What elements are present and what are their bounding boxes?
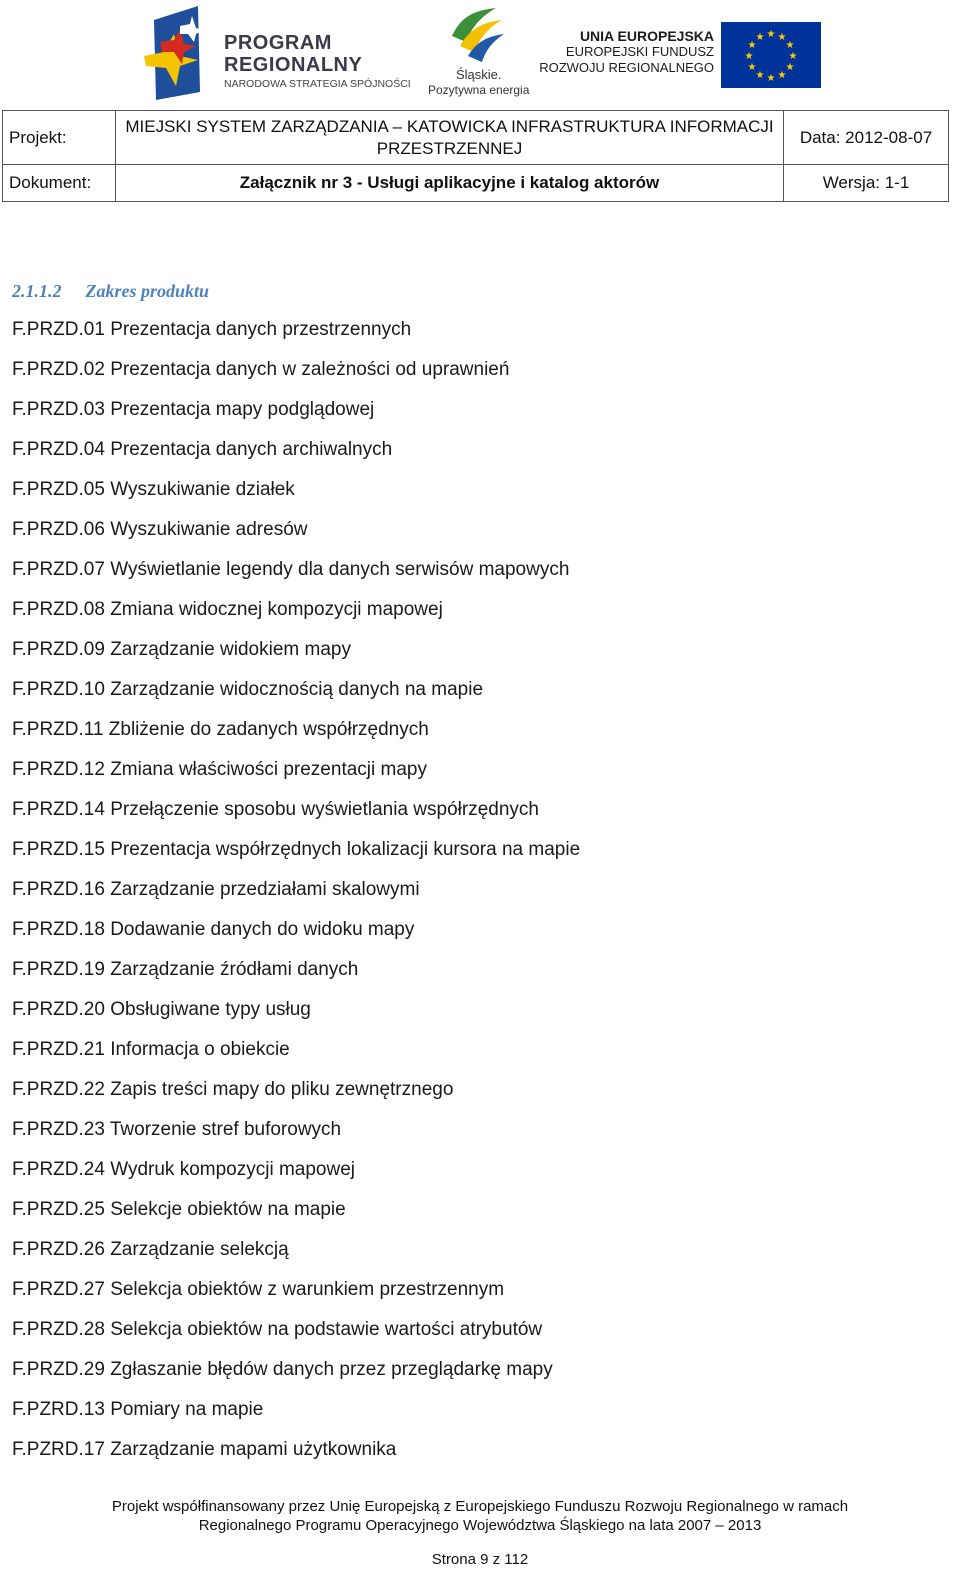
- project-title: MIEJSKI SYSTEM ZARZĄDZANIA – KATOWICKA INFRASTRUKTURA INFORMACJI PRZESTRZENNEJ: [116, 111, 784, 165]
- eu-flag-icon: [721, 22, 821, 88]
- svg-text:★: ★: [744, 51, 754, 62]
- header-row-project: [3, 111, 949, 165]
- eu-logo: [539, 22, 828, 92]
- svg-text:★: ★: [777, 32, 787, 43]
- section-title: Zakres produktu: [85, 281, 210, 301]
- list-item: F.PRZD.24 Wydruk kompozycji mapowej: [12, 1159, 355, 1180]
- page-number: Strona 9 z 112: [431, 1551, 529, 1568]
- svg-text:★: ★: [755, 70, 765, 81]
- list-item: F.PRZD.15 Prezentacja współrzędnych lokalizacji kursora na mapie: [12, 839, 581, 860]
- svg-text:★: ★: [777, 70, 787, 81]
- program-logo-line3: NARODOWA STRATEGIA SPÓJNOŚCI: [224, 78, 411, 90]
- list-item: F.PRZD.22 Zapis treści mapy do pliku zewnętrznego: [12, 1079, 454, 1100]
- footer-line1: Projekt współfinansowany przez Unię Europejską z Europejskiego Funduszu Rozwoju Regionalnego w ramach: [111, 1498, 849, 1515]
- eu-logo-line1: UNIA EUROPEJSKA: [579, 28, 714, 44]
- document-title: Załącznik nr 3 - Usługi aplikacyjne i katalog aktorów: [116, 165, 784, 202]
- svg-text:★: ★: [788, 51, 798, 62]
- list-item: F.PRZD.29 Zgłaszanie błędów danych przez przeglądarkę mapy: [12, 1359, 553, 1380]
- list-item: F.PRZD.26 Zarządzanie selekcją: [12, 1239, 289, 1260]
- document-date: Data: 2012-08-07: [784, 111, 949, 165]
- svg-text:★: ★: [766, 29, 776, 40]
- list-item: F.PRZD.01 Prezentacja danych przestrzennych: [12, 319, 412, 340]
- document-version: Wersja: 1-1: [784, 165, 949, 202]
- product-scope-list: [12, 318, 580, 1478]
- eu-logo-text: [539, 28, 714, 76]
- svg-text:★: ★: [785, 40, 795, 51]
- list-item: F.PRZD.20 Obsługiwane typy usług: [12, 999, 311, 1020]
- list-item: F.PRZD.10 Zarządzanie widocznością danych na mapie: [12, 679, 484, 700]
- program-logo-line1: PROGRAM: [224, 32, 332, 54]
- section-heading: [12, 281, 209, 302]
- list-item: F.PRZD.04 Prezentacja danych archiwalnych: [12, 439, 393, 460]
- slaskie-name: Śląskie.: [456, 67, 502, 82]
- slaskie-tagline: Pozytywna energia: [428, 83, 530, 97]
- svg-text:★: ★: [755, 32, 765, 43]
- list-item: F.PRZD.03 Prezentacja mapy podglądowej: [12, 399, 375, 420]
- list-item: F.PRZD.11 Zbliżenie do zadanych współrzędnych: [12, 719, 429, 740]
- list-item: F.PRZD.18 Dodawanie danych do widoku mapy: [12, 919, 415, 940]
- list-item: F.PRZD.21 Informacja o obiekcie: [12, 1039, 290, 1060]
- eu-logo-line2: EUROPEJSKI FUNDUSZ: [565, 44, 714, 59]
- list-item: F.PRZD.08 Zmiana widocznej kompozycji mapowej: [12, 599, 443, 620]
- svg-text:★: ★: [747, 62, 757, 73]
- eu-logo-line3: ROZWOJU REGIONALNEGO: [539, 60, 714, 75]
- list-item: F.PRZD.07 Wyświetlanie legendy dla danych serwisów mapowych: [12, 559, 570, 580]
- svg-text:★: ★: [747, 40, 757, 51]
- program-regionalny-logo: [140, 6, 410, 102]
- list-item: F.PRZD.28 Selekcja obiektów na podstawie wartości atrybutów: [12, 1319, 543, 1340]
- document-header-table: [2, 110, 949, 202]
- svg-text:★: ★: [766, 73, 776, 84]
- section-number: 2.1.1.2: [12, 281, 62, 301]
- list-item: F.PRZD.09 Zarządzanie widokiem mapy: [12, 639, 351, 660]
- list-item: F.PZRD.13 Pomiary na mapie: [12, 1399, 264, 1420]
- slaskie-wave-icon: [446, 6, 506, 64]
- list-item: F.PRZD.14 Przełączenie sposobu wyświetlania współrzędnych: [12, 799, 539, 820]
- project-label: Projekt:: [3, 111, 116, 165]
- program-logo-line2: REGIONALNY: [224, 54, 363, 76]
- list-item: F.PRZD.25 Selekcje obiektów na mapie: [12, 1199, 346, 1220]
- list-item: F.PRZD.06 Wyszukiwanie adresów: [12, 519, 308, 540]
- list-item: F.PRZD.02 Prezentacja danych w zależności od uprawnień: [12, 359, 510, 380]
- list-item: F.PRZD.05 Wyszukiwanie działek: [12, 479, 295, 500]
- list-item: F.PRZD.12 Zmiana właściwości prezentacji mapy: [12, 759, 427, 780]
- header-row-document: [3, 165, 949, 202]
- logo-bar: [0, 0, 960, 108]
- list-item: F.PRZD.19 Zarządzanie źródłami danych: [12, 959, 359, 980]
- list-item: F.PRZD.23 Tworzenie stref buforowych: [12, 1119, 342, 1140]
- list-item: F.PRZD.16 Zarządzanie przedziałami skalowymi: [12, 879, 420, 900]
- slaskie-logo: [424, 6, 534, 102]
- list-item: F.PRZD.27 Selekcja obiektów z warunkiem przestrzennym: [12, 1279, 505, 1300]
- list-item: F.PZRD.17 Zarządzanie mapami użytkownika: [12, 1439, 397, 1460]
- program-regionalny-emblem-icon: [140, 6, 220, 102]
- page-footer: [0, 1497, 960, 1535]
- footer-line2: Regionalnego Programu Operacyjnego Województwa Śląskiego na lata 2007 – 2013: [198, 1517, 762, 1534]
- document-label: Dokument:: [3, 165, 116, 202]
- svg-text:★: ★: [785, 62, 795, 73]
